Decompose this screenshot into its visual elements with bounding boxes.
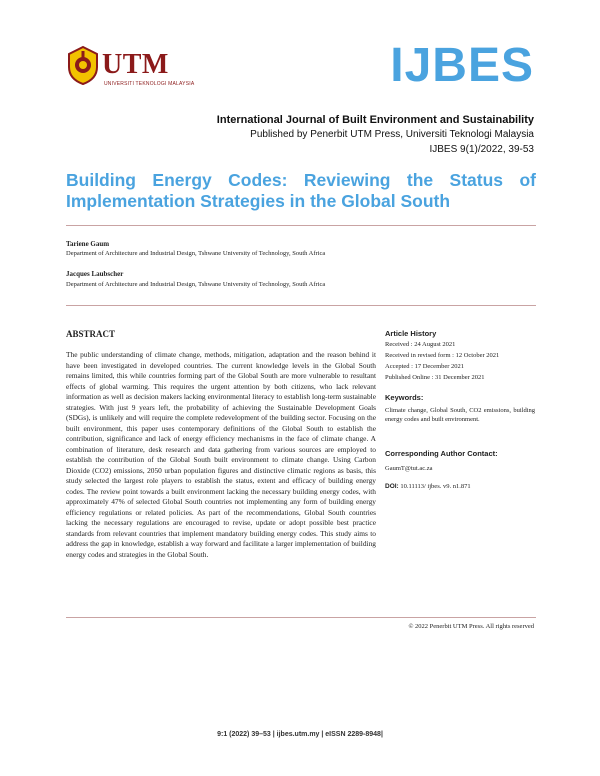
- utm-logo-subtext: UNIVERSITI TEKNOLOGI MALAYSIA: [104, 81, 195, 87]
- author-affiliation: Department of Architecture and Industrial Design, Tshwane University of Technology, South Africa: [66, 250, 326, 257]
- doi-label: DOI:: [385, 483, 399, 490]
- authors-divider: [66, 305, 536, 306]
- author-affiliation: Department of Architecture and Industrial Design, Tshwane University of Technology, South Africa: [66, 281, 326, 288]
- issue-line: IJBES 9(1)/2022, 39-53: [429, 144, 534, 155]
- journal-title: International Journal of Built Environment and Sustainability: [216, 114, 534, 126]
- corresponding-author-email[interactable]: GaumT@tut.ac.za: [385, 465, 433, 472]
- author-name: Jacques Laubscher: [66, 270, 124, 278]
- copyright-notice: © 2022 Penerbit UTM Press. All rights reserved: [408, 623, 534, 630]
- doi-line: [385, 483, 471, 490]
- abstract-text: The public understanding of climate change, methods, mitigation, adaptation and the reason behind it have been investigated in developed countries. The current knowledge levels in the Global South remains limited, this while countries forming part of the Global South are more vulnerable to resultant effects of global warming. This requires the urgent attention by both citizens, who lack relevant information as well as decision makers lacking environmental literacy to establish long-term sustainable strategies. With just 9 years left, the probability of achieving the Sustainable Development Goals (SDGs), is unlikely and will require the complete redevelopment of the building sector. Focusing on the built environment, this paper uses contemporary definitions of the Global South to establish the contribution, significance and lack of energy efficiency mechanisms in the face of climate change. A combination of literature, desk research and data gathering from various sources are employed to establish the contribution of the Global South built environment to climate change. Using Carbon Dioxide (CO2) emissions, 2050 urban population figures and distinctive climatic regions as basis, this study selected the largest role players to establish the status, extent and efficacy of building energy codes. The review point towards a built environment lacking the necessary building energy codes, with approximately 47% of selected Global South countries not implementing any form of building energy efficiency regulations or related policies. As part of the recommendations, Global South countries lacking the necessary regulations are encouraged to revise, update or adopt possible best practice standards from relevant countries that implement mandatory building energy codes. This study aims to address the gap in knowledge, establish a way forward and facilitate a larger implementation of building energy codes and strategies in the Global South.: [66, 350, 376, 559]
- abstract-divider: [66, 617, 536, 618]
- keywords-heading: Keywords:: [385, 393, 424, 402]
- journal-logo: IJBES: [390, 39, 534, 92]
- doi-value[interactable]: 10.11113/ ijbes. v9. n1.871: [400, 483, 471, 490]
- publisher-line: Published by Penerbit UTM Press, Universiti Teknologi Malaysia: [250, 129, 534, 140]
- utm-logo-text: UTM: [102, 49, 169, 80]
- page-footer: 9:1 (2022) 39–53 | ijbes.utm.my | eISSN 2289-8948|: [217, 731, 383, 738]
- article-history-heading: Article History: [385, 329, 437, 338]
- title-divider: [66, 225, 536, 226]
- corresponding-author-heading: Corresponding Author Contact:: [385, 449, 498, 458]
- accepted-date: Accepted : 17 December 2021: [385, 363, 465, 370]
- published-date: Published Online : 31 December 2021: [385, 374, 485, 381]
- received-date: Received : 24 August 2021: [385, 341, 456, 348]
- utm-logo-emblem: [66, 45, 100, 85]
- revised-date: Received in revised form : 12 October 2021: [385, 352, 500, 359]
- paper-title: Building Energy Codes: Reviewing the Status of Implementation Strategies in the Global South: [66, 170, 536, 211]
- author-name: Tariene Gaum: [66, 240, 110, 248]
- abstract-heading: ABSTRACT: [66, 329, 116, 339]
- keywords-text: Climate change, Global South, CO2 emissions, building energy codes and built environment.: [385, 407, 535, 423]
